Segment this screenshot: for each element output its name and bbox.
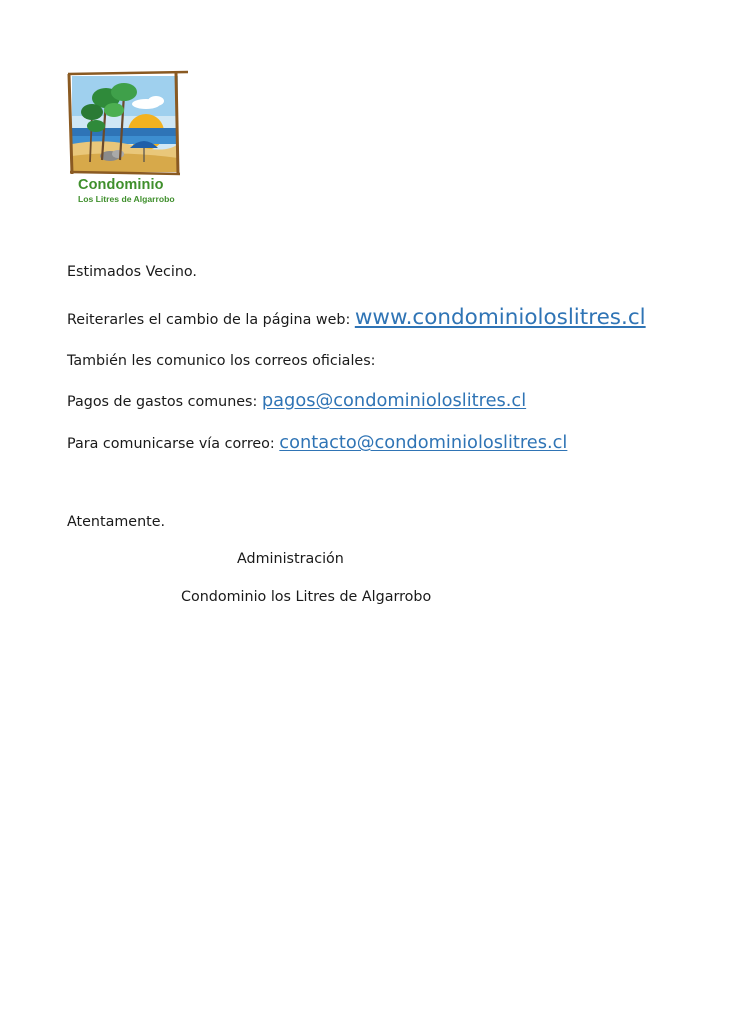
payments-line (67, 390, 526, 411)
closing-text: Atentamente. (67, 514, 166, 530)
condominio-logo (66, 70, 190, 206)
website-link[interactable]: www.condominioloslitres.cl (354, 305, 646, 330)
signature-line-2: Condominio los Litres de Algarrobo (181, 589, 432, 605)
contact-label: Para comunicarse vía correo: (67, 436, 275, 452)
signature-line-1: Administración (237, 551, 344, 567)
greeting-text: Estimados Vecino. (67, 264, 197, 280)
contact-line (67, 432, 567, 453)
logo-title: Condominio (78, 177, 164, 193)
contact-email-link[interactable]: contacto@condominioloslitres.cl (279, 432, 568, 453)
emails-intro-text: También les comunico los correos oficiales: (67, 353, 376, 369)
website-intro-text: Reiterarles el cambio de la página web: (67, 312, 351, 328)
payments-email-link[interactable]: pagos@condominioloslitres.cl (261, 390, 527, 411)
website-line (67, 305, 646, 330)
logo-subtitle: Los Litres de Algarrobo (78, 194, 175, 204)
landscape-logo-icon (66, 70, 190, 180)
payments-label: Pagos de gastos comunes: (67, 394, 258, 410)
